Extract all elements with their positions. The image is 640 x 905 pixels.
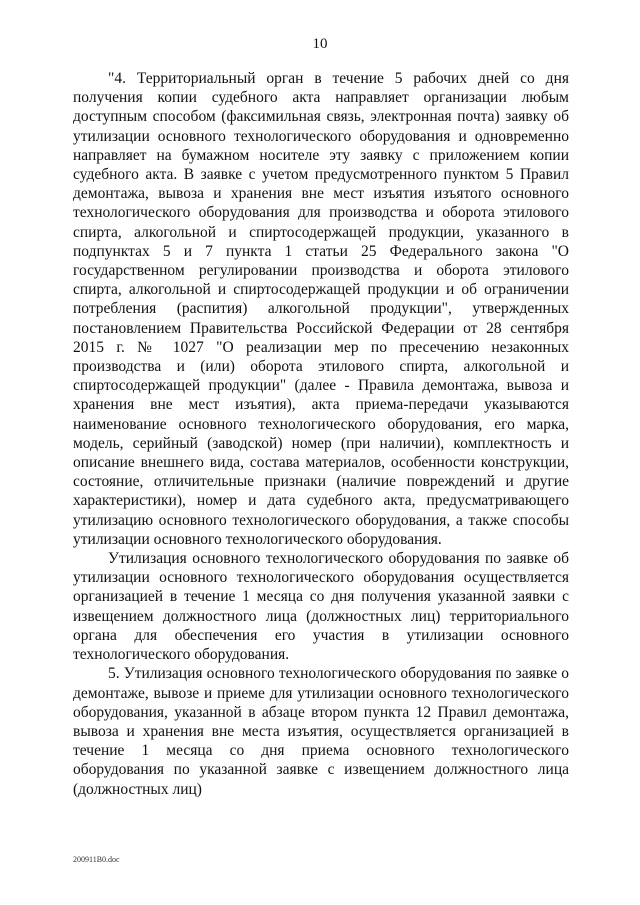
paragraph-clause-5: 5. Утилизация основного технологического оборудования по заявке о демонтаже, вывозе и приеме для утилизации основного технологического оборудования, указанной в абзаце втором пункта 12 Правил демонтажа, вывоза и хранения вне места изъятия, осуществляется организацией в течение 1 месяца со дня приема основного технологического оборудования по указанной заявке с извещением должностного лица (должностных лиц) xyxy=(73,665,569,798)
paragraph-clause-4: "4. Территориальный орган в течение 5 рабочих дней со дня получения копии судебного акта направляет организации любым доступным способом (факсимильная связь, электронная почта) заявку об утилизации основного технологического оборудования и одновременно направляет на бумажном носителе эту заявку с приложением копии судебного акта. В заявке с учетом предусмотренного пунктом 5 Правил демонтажа, вывоза и хранения вне мест изъятия изъятого основного технологического оборудования для производства и оборота этилового спирта, алкогольной и спиртосодержащей продукции, указанного в подпунктах 5 и 7 пункта 1 статьи 25 Федерального закона "О государственном регулировании производства и оборота этилового спирта, алкогольной и спиртосодержащей продукции и об ограничении потребления (распития) алкогольной продукции", утвержденных постановлением Правительства Российской Федерации от 28 сентября 2015 г. № 1027 "О реализации мер по пресечению незаконных производства и (или) оборота этилового спирта, алкогольной и спиртосодержащей продукции" (далее - Правила демонтажа, вывоза и хранения вне мест изъятия), акта приема-передачи указываются наименование основного технологического оборудования, его марка, модель, серийный (заводской) номер (при наличии), комплектность и описание внешнего вида, состава материалов, особенности конструкции, состояние, отличительные признаки (наличие повреждений и другие характеристики), номер и дата судебного акта, предусматривающего утилизацию основного технологического оборудования, а также способы утилизации основного технологического оборудования. xyxy=(73,70,569,548)
page-number: 10 xyxy=(312,36,328,52)
footer-filename: 200911B0.doc xyxy=(73,855,120,864)
document-body xyxy=(73,69,569,799)
paragraph-disposal-deadline: Утилизация основного технологического оборудования по заявке об утилизации основного технологического оборудования осуществляется организацией в течение 1 месяца со дня получения указанной заявки с извещением должностного лица (должностных лиц) территориального органа для обеспечения его участия в утилизации основного технологического оборудования. xyxy=(73,550,569,664)
